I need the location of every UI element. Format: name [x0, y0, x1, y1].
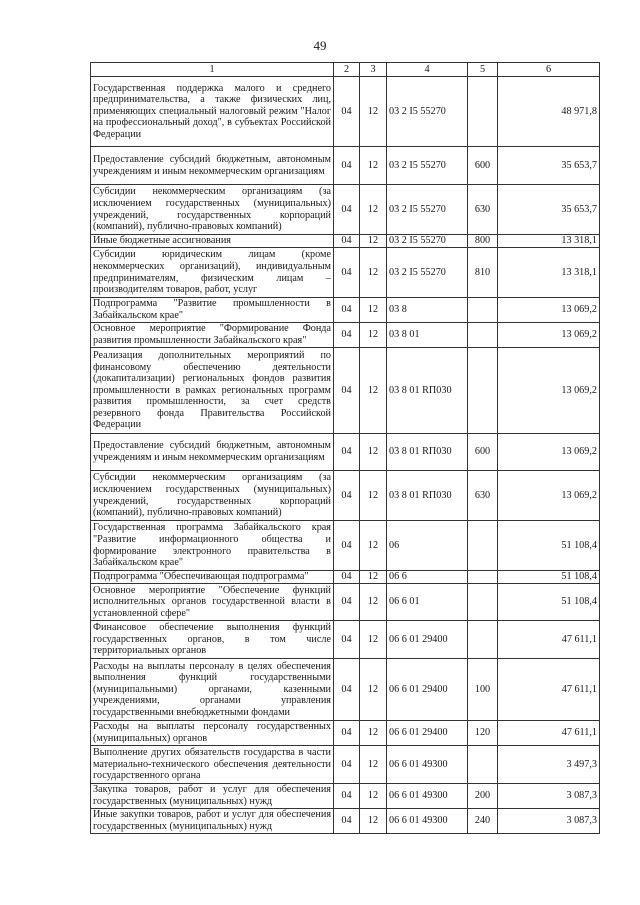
row-section: 04: [334, 235, 360, 248]
table-row: [91, 298, 600, 323]
table-row: [91, 185, 600, 235]
header-subsection: 3: [360, 63, 387, 77]
row-expense-type: [468, 323, 498, 348]
row-subsection: 12: [360, 659, 387, 721]
row-section: 04: [334, 584, 360, 621]
row-expense-type: 630: [468, 471, 498, 521]
row-subsection: 12: [360, 298, 387, 323]
row-name: Иные закупки товаров, работ и услуг для обеспечения государственных (муниципальных) нужд: [91, 809, 334, 834]
row-name: Подпрограмма "Обеспечивающая подпрограмма": [91, 571, 334, 584]
row-expense-type: [468, 746, 498, 784]
row-name: Подпрограмма "Развитие промышленности в Забайкальском крае": [91, 298, 334, 323]
row-section: 04: [334, 348, 360, 434]
row-target-article: 06 6 01 49300: [387, 784, 468, 809]
row-target-article: 06 6 01 49300: [387, 809, 468, 834]
row-name: Выполнение других обязательств государства в части материально-технического обеспечения деятельности государственного органа: [91, 746, 334, 784]
row-section: 04: [334, 323, 360, 348]
row-section: 04: [334, 434, 360, 471]
row-target-article: 06: [387, 521, 468, 571]
row-expense-type: [468, 348, 498, 434]
row-amount: 13 069,2: [498, 298, 600, 323]
header-expense-type: 5: [468, 63, 498, 77]
table-row: [91, 659, 600, 721]
row-amount: 51 108,4: [498, 521, 600, 571]
row-expense-type: [468, 521, 498, 571]
row-section: 04: [334, 621, 360, 659]
table-row: [91, 235, 600, 248]
row-subsection: 12: [360, 621, 387, 659]
row-section: 04: [334, 147, 360, 185]
row-target-article: 03 8 01 RП030: [387, 471, 468, 521]
row-name: Расходы на выплаты персоналу в целях обеспечения выполнения функций государственными (муниципальными) органами, казенными учреждениями, органами управления государственными внебюджетными фондами: [91, 659, 334, 721]
row-target-article: 03 8 01 RП030: [387, 348, 468, 434]
row-amount: 35 653,7: [498, 147, 600, 185]
row-target-article: 03 2 I5 55270: [387, 147, 468, 185]
row-target-article: 03 8 01 RП030: [387, 434, 468, 471]
row-subsection: 12: [360, 147, 387, 185]
row-section: 04: [334, 571, 360, 584]
row-expense-type: 630: [468, 185, 498, 235]
row-amount: 47 611,1: [498, 659, 600, 721]
row-name: Предоставление субсидий бюджетным, автономным учреждениям и иным некоммерческим организациям: [91, 147, 334, 185]
row-subsection: 12: [360, 784, 387, 809]
row-section: 04: [334, 746, 360, 784]
row-subsection: 12: [360, 248, 387, 298]
row-amount: 13 069,2: [498, 323, 600, 348]
row-name: Финансовое обеспечение выполнения функций государственных органов, в том числе территориальных органов: [91, 621, 334, 659]
row-target-article: 06 6 01 29400: [387, 659, 468, 721]
row-expense-type: [468, 621, 498, 659]
row-subsection: 12: [360, 721, 387, 746]
header-name: 1: [91, 63, 334, 77]
row-name: Субсидии некоммерческим организациям (за исключением государственных (муниципальных) учреждений, государственных корпораций (компаний), публично-правовых компаний): [91, 185, 334, 235]
header-row: [91, 63, 600, 77]
row-amount: 3 497,3: [498, 746, 600, 784]
table-row: [91, 571, 600, 584]
row-section: 04: [334, 521, 360, 571]
row-subsection: 12: [360, 571, 387, 584]
row-expense-type: 120: [468, 721, 498, 746]
row-subsection: 12: [360, 471, 387, 521]
row-subsection: 12: [360, 521, 387, 571]
row-expense-type: 240: [468, 809, 498, 834]
row-target-article: 03 2 I5 55270: [387, 77, 468, 147]
row-expense-type: [468, 298, 498, 323]
header-target-article: 4: [387, 63, 468, 77]
row-section: 04: [334, 721, 360, 746]
row-target-article: 06 6 01 49300: [387, 746, 468, 784]
row-section: 04: [334, 784, 360, 809]
table-row: [91, 746, 600, 784]
row-name: Государственная программа Забайкальского края "Развитие информационного общества и формирование электронного правительства в Забайкальском крае": [91, 521, 334, 571]
table-row: [91, 809, 600, 834]
row-name: Субсидии некоммерческим организациям (за исключением государственных (муниципальных) учреждений, государственных корпораций (компаний), публично-правовых компаний): [91, 471, 334, 521]
table-row: [91, 147, 600, 185]
row-amount: 13 069,2: [498, 471, 600, 521]
budget-table: [90, 62, 600, 834]
row-amount: 35 653,7: [498, 185, 600, 235]
table-row: [91, 348, 600, 434]
row-expense-type: [468, 584, 498, 621]
row-target-article: 03 8 01: [387, 323, 468, 348]
row-expense-type: 600: [468, 434, 498, 471]
row-subsection: 12: [360, 77, 387, 147]
row-section: 04: [334, 471, 360, 521]
row-expense-type: 800: [468, 235, 498, 248]
row-name: Реализация дополнительных мероприятий по финансовому обеспечению деятельности (докапитализации) региональных фондов развития промышленности в рамках региональных программ развития промышленности, за счет средств резервного фонда Правительства Российской Федерации: [91, 348, 334, 434]
row-expense-type: 200: [468, 784, 498, 809]
table-row: [91, 584, 600, 621]
row-name: Основное мероприятие "Формирование Фонда развития промышленности Забайкальского края": [91, 323, 334, 348]
row-subsection: 12: [360, 809, 387, 834]
row-section: 04: [334, 298, 360, 323]
row-amount: 48 971,8: [498, 77, 600, 147]
row-target-article: 06 6 01 29400: [387, 621, 468, 659]
row-target-article: 03 8: [387, 298, 468, 323]
table-row: [91, 248, 600, 298]
row-subsection: 12: [360, 434, 387, 471]
row-target-article: 03 2 I5 55270: [387, 185, 468, 235]
table-row: [91, 471, 600, 521]
row-target-article: 06 6 01: [387, 584, 468, 621]
row-subsection: 12: [360, 235, 387, 248]
row-section: 04: [334, 659, 360, 721]
row-section: 04: [334, 185, 360, 235]
row-amount: 13 318,1: [498, 248, 600, 298]
row-subsection: 12: [360, 584, 387, 621]
row-subsection: 12: [360, 185, 387, 235]
row-amount: 3 087,3: [498, 809, 600, 834]
row-amount: 51 108,4: [498, 584, 600, 621]
row-target-article: 03 2 I5 55270: [387, 235, 468, 248]
table-row: [91, 784, 600, 809]
row-expense-type: 600: [468, 147, 498, 185]
row-amount: 47 611,1: [498, 621, 600, 659]
row-amount: 13 069,2: [498, 348, 600, 434]
row-target-article: 03 2 I5 55270: [387, 248, 468, 298]
table-row: [91, 521, 600, 571]
row-amount: 51 108,4: [498, 571, 600, 584]
table-row: [91, 721, 600, 746]
row-section: 04: [334, 77, 360, 147]
row-subsection: 12: [360, 746, 387, 784]
page-number: 49: [313, 38, 327, 53]
row-name: Закупка товаров, работ и услуг для обеспечения государственных (муниципальных) нужд: [91, 784, 334, 809]
row-expense-type: [468, 571, 498, 584]
row-subsection: 12: [360, 323, 387, 348]
table-row: [91, 77, 600, 147]
row-name: Расходы на выплаты персоналу государственных (муниципальных) органов: [91, 721, 334, 746]
row-amount: 3 087,3: [498, 784, 600, 809]
row-target-article: 06 6: [387, 571, 468, 584]
row-subsection: 12: [360, 348, 387, 434]
row-name: Иные бюджетные ассигнования: [91, 235, 334, 248]
row-amount: 13 318,1: [498, 235, 600, 248]
table-row: [91, 621, 600, 659]
row-target-article: 06 6 01 29400: [387, 721, 468, 746]
row-amount: 47 611,1: [498, 721, 600, 746]
row-name: Субсидии юридическим лицам (кроме некоммерческих организаций), индивидуальным предпринимателям, физическим лицам – производителям товаров, работ, услуг: [91, 248, 334, 298]
row-expense-type: [468, 77, 498, 147]
table-row: [91, 323, 600, 348]
row-section: 04: [334, 248, 360, 298]
row-name: Основное мероприятие "Обеспечение функций исполнительных органов государственной власти в установленной сфере": [91, 584, 334, 621]
row-name: Предоставление субсидий бюджетным, автономным учреждениям и иным некоммерческим организациям: [91, 434, 334, 471]
table-row: [91, 434, 600, 471]
row-section: 04: [334, 809, 360, 834]
row-amount: 13 069,2: [498, 434, 600, 471]
row-expense-type: 810: [468, 248, 498, 298]
row-expense-type: 100: [468, 659, 498, 721]
header-amount: 6: [498, 63, 600, 77]
row-name: Государственная поддержка малого и среднего предпринимательства, а также физических лиц, применяющих специальный налоговый режим "Налог на профессиональный доход", в субъектах Российской Федерации: [91, 77, 334, 147]
header-section: 2: [334, 63, 360, 77]
